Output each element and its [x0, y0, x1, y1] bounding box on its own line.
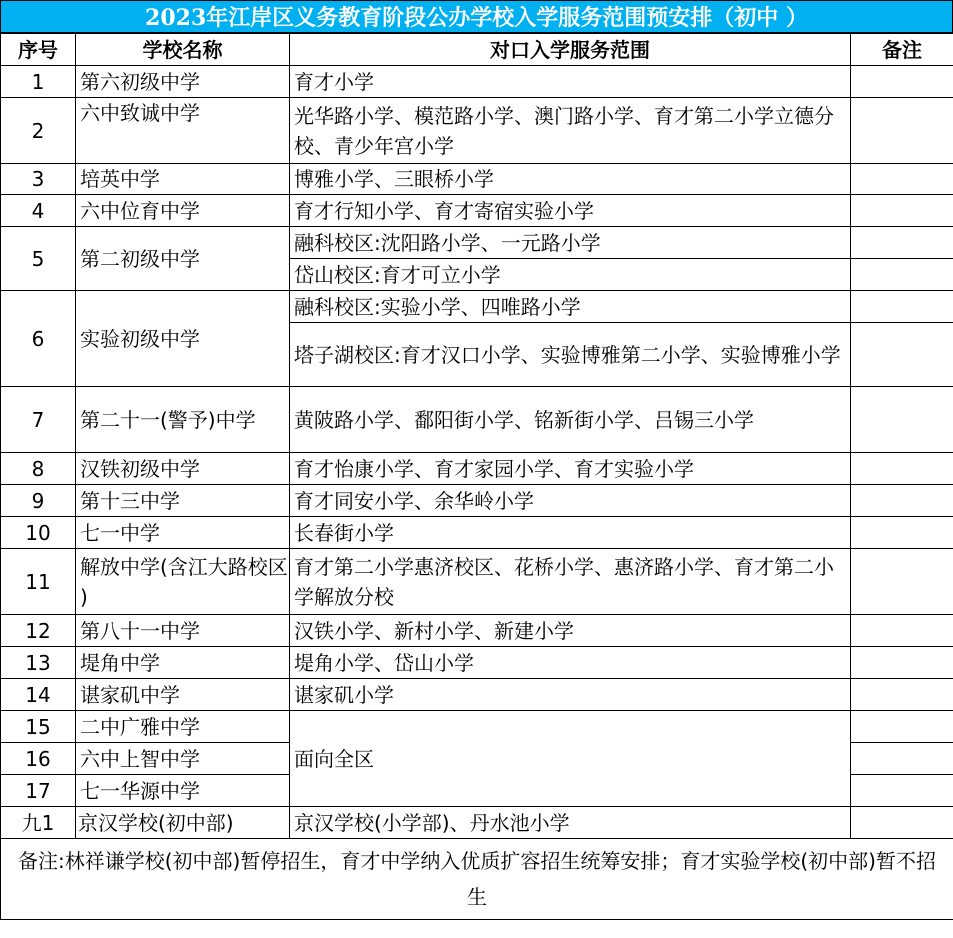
service-scope: 育才小学: [290, 66, 851, 98]
school-name: 京汉学校(初中部): [76, 807, 290, 839]
service-scope: 育才怡康小学、育才家园小学、育才实验小学: [290, 453, 851, 485]
header-no: 序号: [1, 34, 76, 66]
row-number: 4: [1, 195, 76, 227]
header-school: 学校名称: [76, 34, 290, 66]
row-number: 17: [1, 775, 76, 807]
note-cell: [851, 195, 953, 227]
school-name: 六中位育中学: [76, 195, 290, 227]
row-number: 12: [1, 615, 76, 647]
school-name: 堤角中学: [76, 647, 290, 679]
note-cell: [851, 743, 953, 775]
row-number: 9: [1, 485, 76, 517]
row-number: 11: [1, 549, 76, 615]
service-scope-campus: 塔子湖校区:育才汉口小学、实验博雅第二小学、实验博雅小学: [290, 323, 851, 387]
row-number: 6: [1, 291, 76, 387]
school-name: 实验初级中学: [76, 291, 290, 387]
note-cell: [851, 807, 953, 839]
table-row: [1, 647, 953, 679]
row-number: 九1: [1, 807, 76, 839]
note-cell: [851, 485, 953, 517]
row-number: 14: [1, 679, 76, 711]
service-scope: 堤角小学、岱山小学: [290, 647, 851, 679]
row-number: 8: [1, 453, 76, 485]
note-cell: [851, 323, 953, 387]
table-row: [1, 227, 953, 259]
row-number: 13: [1, 647, 76, 679]
school-name: 第六初级中学: [76, 66, 290, 98]
table-row: [1, 615, 953, 647]
table-row: [1, 679, 953, 711]
header-scope: 对口入学服务范围: [290, 34, 851, 66]
service-scope: 谌家矶小学: [290, 679, 851, 711]
row-number: 5: [1, 227, 76, 291]
note-cell: [851, 517, 953, 549]
service-scope: 面向全区: [290, 711, 851, 807]
table-row: [1, 485, 953, 517]
table-row: [1, 291, 953, 323]
school-name: 第二十一(警予)中学: [76, 387, 290, 453]
note-cell: [851, 66, 953, 98]
service-scope-campus: 岱山校区:育才可立小学: [290, 259, 851, 291]
enrollment-table: [0, 33, 953, 920]
school-name: 谌家矶中学: [76, 679, 290, 711]
table-title: 2023年江岸区义务教育阶段公办学校入学服务范围预安排（初中 ）: [0, 0, 953, 33]
footer-row: [1, 839, 953, 920]
school-name: 汉铁初级中学: [76, 453, 290, 485]
school-name: 解放中学(含江大路校区 ): [76, 549, 290, 615]
footer-note: 备注:林祥谦学校(初中部)暂停招生，育才中学纳入优质扩容招生统筹安排；育才实验学校(初中部)暂不招生: [1, 839, 953, 920]
table-row: [1, 549, 953, 615]
note-cell: [851, 98, 953, 164]
school-name: 培英中学: [76, 164, 290, 195]
note-cell: [851, 549, 953, 615]
row-number: 1: [1, 66, 76, 98]
service-scope: 育才同安小学、余华岭小学: [290, 485, 851, 517]
service-scope-campus: 融科校区:实验小学、四唯路小学: [290, 291, 851, 323]
school-name: 七一中学: [76, 517, 290, 549]
table-row: [1, 807, 953, 839]
note-cell: [851, 291, 953, 323]
table-row: [1, 66, 953, 98]
service-scope: 博雅小学、三眼桥小学: [290, 164, 851, 195]
service-scope: 光华路小学、模范路小学、澳门路小学、育才第二小学立德分校、青少年宫小学: [290, 98, 851, 164]
school-name: 第八十一中学: [76, 615, 290, 647]
school-name: 七一华源中学: [76, 775, 290, 807]
table-row: [1, 453, 953, 485]
school-name: 第十三中学: [76, 485, 290, 517]
school-name: 六中上智中学: [76, 743, 290, 775]
service-scope: 育才第二小学惠济校区、花桥小学、惠济路小学、育才第二小学解放分校: [290, 549, 851, 615]
note-cell: [851, 227, 953, 259]
row-number: 16: [1, 743, 76, 775]
school-name: 六中致诚中学: [76, 98, 290, 164]
table-row: [1, 98, 953, 164]
note-cell: [851, 679, 953, 711]
service-scope: 黄陂路小学、鄱阳街小学、铭新街小学、吕锡三小学: [290, 387, 851, 453]
note-cell: [851, 387, 953, 453]
note-cell: [851, 164, 953, 195]
note-cell: [851, 711, 953, 743]
service-scope-campus: 融科校区:沈阳路小学、一元路小学: [290, 227, 851, 259]
service-scope: 育才行知小学、育才寄宿实验小学: [290, 195, 851, 227]
table-row: [1, 164, 953, 195]
table-row: [1, 517, 953, 549]
table-row: [1, 711, 953, 743]
note-cell: [851, 775, 953, 807]
header-row: [1, 34, 953, 66]
row-number: 10: [1, 517, 76, 549]
note-cell: [851, 615, 953, 647]
table-row: [1, 195, 953, 227]
note-cell: [851, 647, 953, 679]
service-scope: 汉铁小学、新村小学、新建小学: [290, 615, 851, 647]
row-number: 3: [1, 164, 76, 195]
row-number: 2: [1, 98, 76, 164]
row-number: 7: [1, 387, 76, 453]
header-note: 备注: [851, 34, 953, 66]
school-name: 二中广雅中学: [76, 711, 290, 743]
table-row: [1, 387, 953, 453]
row-number: 15: [1, 711, 76, 743]
note-cell: [851, 259, 953, 291]
note-cell: [851, 453, 953, 485]
school-name: 第二初级中学: [76, 227, 290, 291]
service-scope: 京汉学校(小学部)、丹水池小学: [290, 807, 851, 839]
service-scope: 长春街小学: [290, 517, 851, 549]
